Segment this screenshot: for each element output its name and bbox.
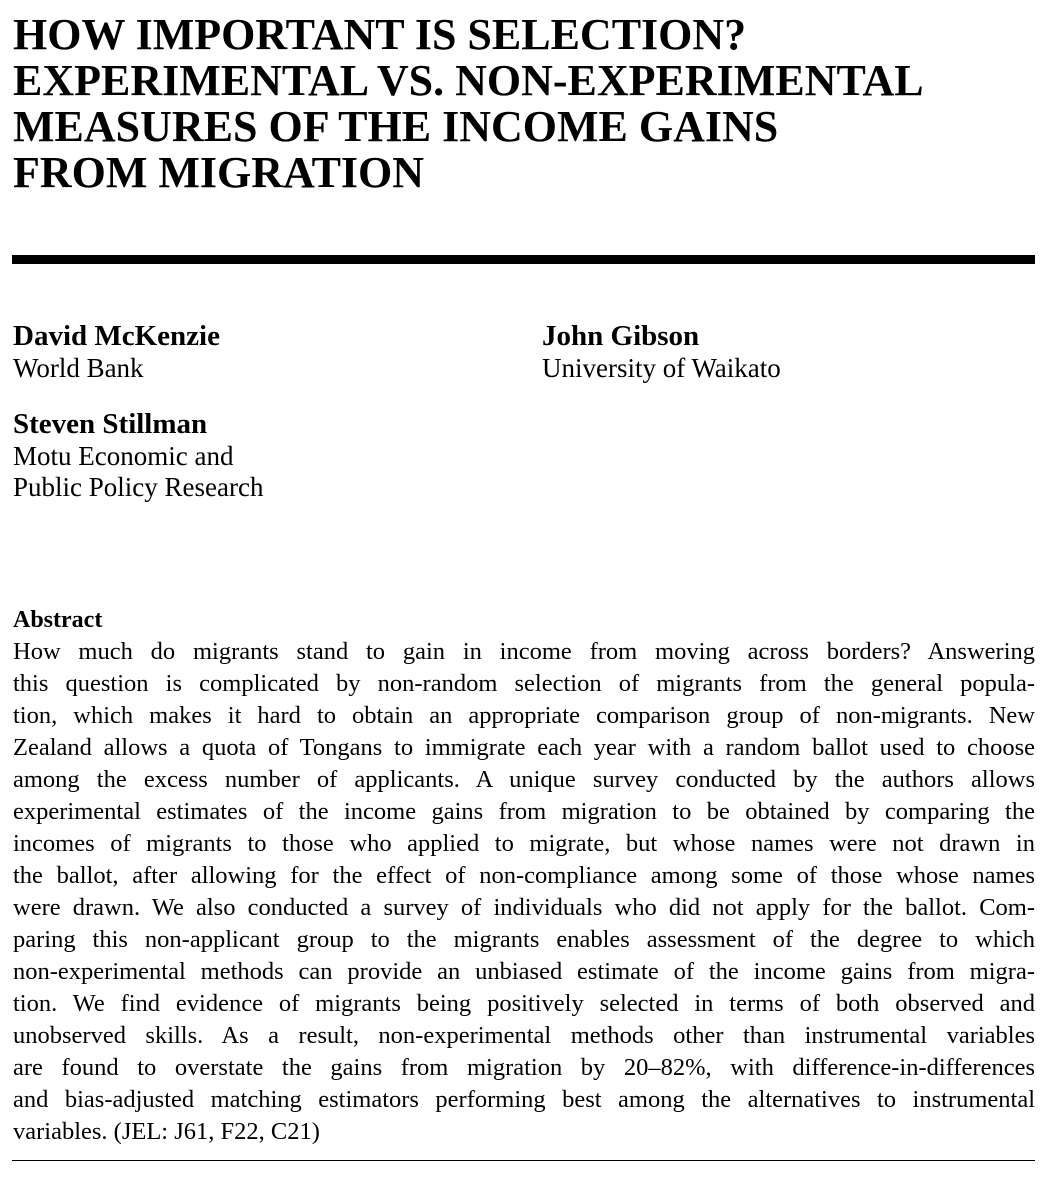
- abstract-line: the ballot, after allowing for the effect of non-compliance among some of those whose names: [13, 862, 1035, 889]
- title-line: EXPERIMENTAL VS. NON-EXPERIMENTAL: [13, 56, 924, 105]
- footer-divider: [12, 1160, 1035, 1161]
- author-name: Steven Stillman: [13, 408, 208, 440]
- abstract-line: paring this non-applicant group to the migrants enables assessment of the degree to which: [13, 926, 1035, 953]
- author-block: [13, 408, 263, 503]
- abstract-heading: Abstract: [13, 607, 103, 633]
- abstract-line: and bias-adjusted matching estimators performing best among the alternatives to instrumental: [13, 1086, 1035, 1113]
- title-divider: [12, 255, 1035, 264]
- title-line: HOW IMPORTANT IS SELECTION?: [13, 10, 747, 59]
- author-affiliation: World Bank: [13, 353, 144, 383]
- abstract-body: [13, 636, 1035, 1148]
- author-block: [542, 320, 781, 384]
- abstract-line: incomes of migrants to those who applied to migrate, but whose names were not drawn in: [13, 830, 1035, 857]
- author-affiliation: Motu Economic and: [13, 441, 234, 471]
- abstract-line: unobserved skills. As a result, non-experimental methods other than instrumental variables: [13, 1022, 1035, 1049]
- abstract-line: non-experimental methods can provide an unbiased estimate of the income gains from migra-: [13, 958, 1035, 985]
- author-name: John Gibson: [542, 320, 700, 352]
- abstract-line: Zealand allows a quota of Tongans to immigrate each year with a random ballot used to choose: [13, 734, 1035, 761]
- author-name: David McKenzie: [13, 320, 220, 352]
- paper-title: [13, 12, 1033, 196]
- abstract-line: were drawn. We also conducted a survey of individuals who did not apply for the ballot. Com-: [13, 894, 1035, 921]
- abstract-line: tion, which makes it hard to obtain an appropriate comparison group of non-migrants. New: [13, 702, 1035, 729]
- abstract-line: How much do migrants stand to gain in income from moving across borders? Answering: [13, 638, 1035, 665]
- abstract-line: are found to overstate the gains from migration by 20–82%, with difference-in-differences: [13, 1054, 1035, 1081]
- title-line: FROM MIGRATION: [13, 148, 425, 197]
- abstract-line: tion. We find evidence of migrants being positively selected in terms of both observed and: [13, 990, 1035, 1017]
- abstract-line: this question is complicated by non-random selection of migrants from the general popula-: [13, 670, 1035, 697]
- title-line: MEASURES OF THE INCOME GAINS: [13, 102, 779, 151]
- abstract-line: among the excess number of applicants. A unique survey conducted by the authors allows: [13, 766, 1035, 793]
- abstract-line: variables. (JEL: J61, F22, C21): [13, 1118, 320, 1145]
- abstract-line: experimental estimates of the income gains from migration to be obtained by comparing the: [13, 798, 1035, 825]
- author-block: [13, 320, 220, 384]
- author-affiliation: University of Waikato: [542, 353, 781, 383]
- author-affiliation: Public Policy Research: [13, 472, 264, 502]
